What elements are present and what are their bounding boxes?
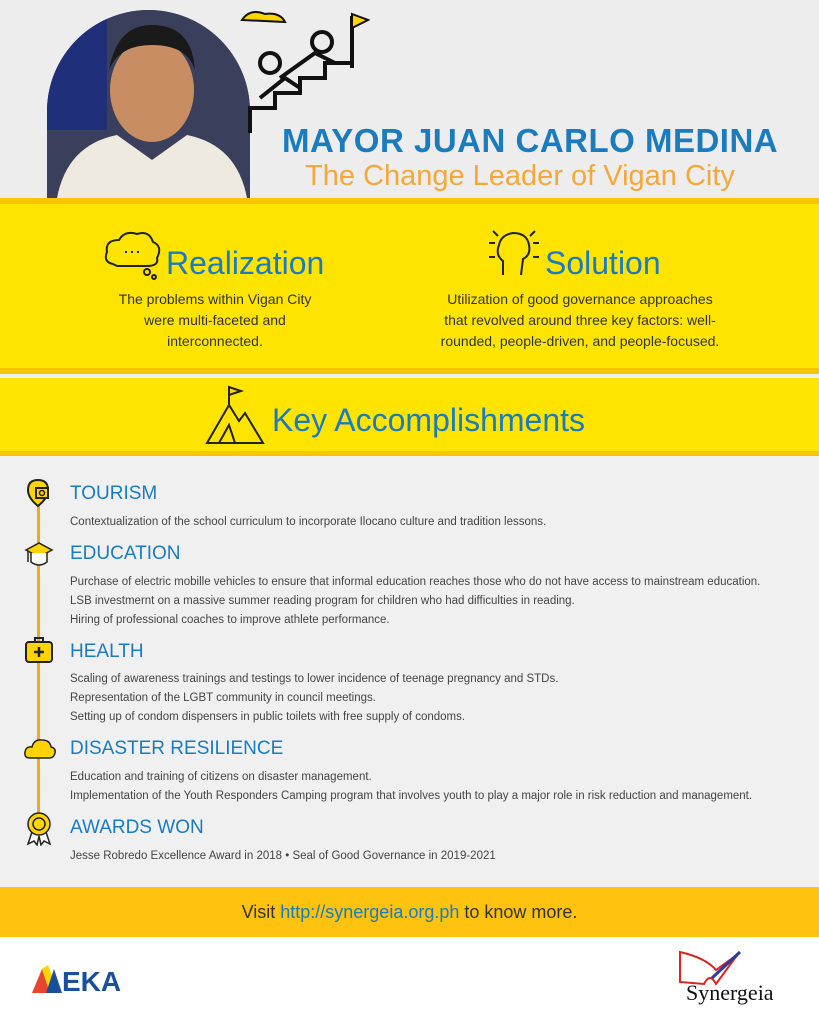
section-title-education: EDUCATION <box>70 543 181 564</box>
graduation-cap-icon <box>24 540 52 568</box>
list-item: Hiring of professional coaches to improve athlete performance. <box>70 614 390 626</box>
realization-text: The problems within Vigan City were multi-faceted and interconnected. <box>118 291 312 349</box>
award-medal-icon <box>24 810 52 838</box>
key-accomplishments-title: Key Accomplishments <box>272 402 586 438</box>
list-item: Jesse Robredo Excellence Award in 2018 • Seal of Good Governance in 2019-2021 <box>70 850 496 862</box>
solution-title: Solution <box>545 245 661 281</box>
first-aid-kit-icon <box>24 636 52 664</box>
list-item: Scaling of awareness trainings and testings to lower incidence of teenage pregnancy and STDs. <box>70 673 559 685</box>
visit-suffix: to know more. <box>459 902 578 922</box>
mountain-flag-icon <box>205 385 265 450</box>
climbing-leader-icon <box>240 8 370 138</box>
svg-text:Synergeia: Synergeia <box>686 980 774 1005</box>
list-item: Representation of the LGBT community in council meetings. <box>70 692 376 704</box>
section-title-health: HEALTH <box>70 641 144 662</box>
list-item: Education and training of citizens on disaster management. <box>70 771 372 783</box>
list-item: Purchase of electric mobille vehicles to ensure that informal education reaches those who do not have access to mainstream education. <box>70 576 761 588</box>
realization-title: Realization <box>166 245 325 281</box>
footer-banner <box>0 887 819 937</box>
thought-cloud-icon <box>103 228 163 285</box>
website-link[interactable]: http://synergeia.org.ph <box>280 902 460 922</box>
list-item: Contextualization of the school curriculum to incorporate Ilocano culture and tradition lessons. <box>70 516 547 528</box>
list-item: LSB investmernt on a massive summer reading program for children who had difficulties in reading. <box>70 595 575 607</box>
visit-label: Visit <box>241 902 281 922</box>
section-title-tourism: TOURISM <box>70 483 158 504</box>
section-title-disaster-resilience: DISASTER RESILIENCE <box>70 738 284 759</box>
location-camera-icon <box>24 478 52 506</box>
svg-text:EKA: EKA <box>62 966 122 993</box>
mayor-photo <box>47 10 250 198</box>
cloud-icon <box>24 736 52 764</box>
solution-text: Utilization of good governance approaches that revolved around three key factors: well-rounded, people-driven, and people-focused. <box>440 291 720 349</box>
meka-logo <box>32 965 137 998</box>
list-item: Setting up of condom dispensers in public toilets with free supply of condoms. <box>70 711 466 723</box>
list-item: Implementation of the Youth Responders Camping program that involves youth to play a major role in risk reduction and management. <box>70 790 753 802</box>
page-title: MAYOR JUAN CARLO MEDINA <box>282 122 779 159</box>
synergeia-logo <box>676 948 791 1011</box>
page-subtitle: The Change Leader of Vigan City <box>305 160 735 192</box>
section-title-awards-won: AWARDS WON <box>70 817 204 838</box>
brain-idea-icon <box>485 225 543 288</box>
